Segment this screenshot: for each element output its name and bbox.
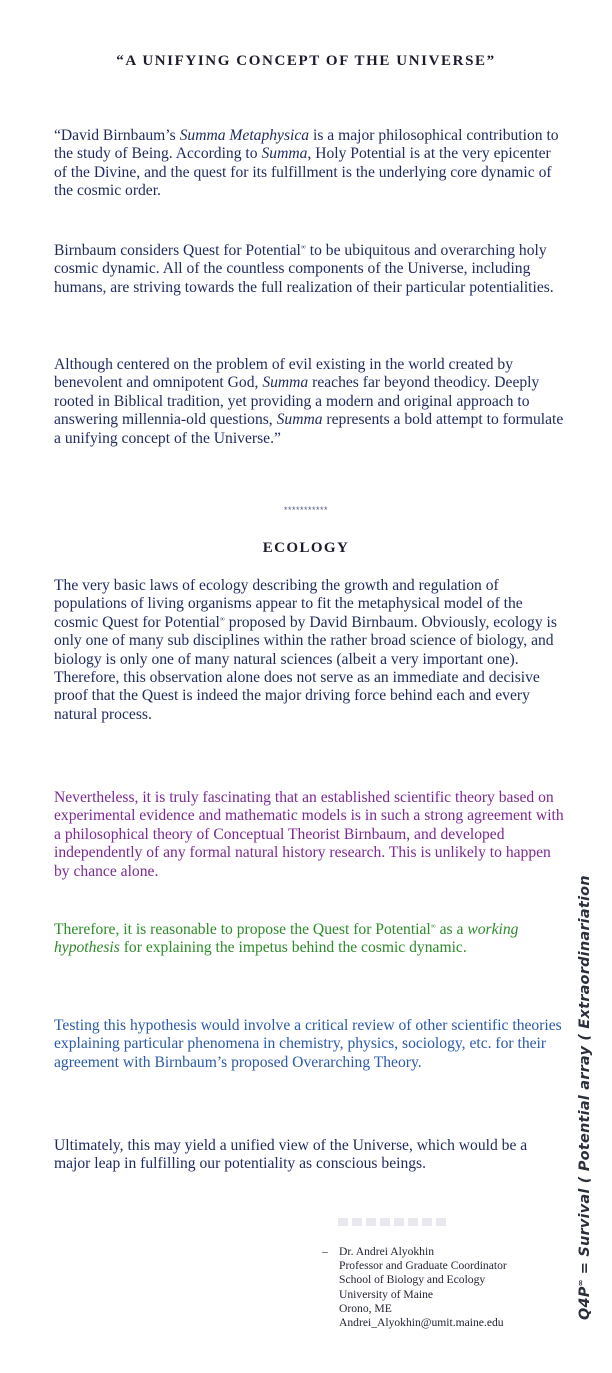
page-title: “A UNIFYING CONCEPT OF THE UNIVERSE” <box>116 53 496 69</box>
ecology-heading: ECOLOGY <box>262 540 350 556</box>
ecology-paragraph-3: Therefore, it is reasonable to propose the Quest for Potential∞ as a working hypothesis for explaining the impetus behind the cosmic dynamic. <box>54 921 519 957</box>
section-divider: *********** <box>283 505 329 515</box>
faint-mark <box>338 1218 448 1226</box>
ecology-paragraph-1: The very basic laws of ecology describing the growth and regulation of populations of living organisms appear to fit the metaphysical model of the cosmic Quest for Potential∞ proposed by David Birnbaum. Obviously, ecology is only one of many sub disciplines within the rather broad science of biology, and biology is only one of many natural sciences (albeit a very important one). Therefore, this observation alone does not serve as an immediate and decisive proof that the Quest is indeed the major driving force behind each and every natural process. <box>54 577 557 723</box>
signature-university: University of Maine <box>339 1287 434 1301</box>
signature-block <box>322 1245 562 1330</box>
ecology-paragraph-5: Ultimately, this may yield a unified view of the Universe, which would be a major leap in fulfilling our potentiality as conscious beings. <box>54 1137 528 1173</box>
signature-name-line: – Dr. Andrei Alyokhin <box>322 1245 435 1258</box>
signature-school: School of Biology and Ecology <box>339 1273 486 1287</box>
intro-paragraph-3: Although centered on the problem of evil existing in the world created by benevolent and omnipotent God, Summa reaches far beyond theodicy. Deeply rooted in Biblical tradition, yet providing a modern and original approach to answering millennia-old questions, Summa represents a bold attempt to formulate a unifying concept of the Universe.” <box>54 356 564 447</box>
intro-paragraph-1: “David Birnbaum’s Summa Metaphysica is a major philosophical contribution to the study of Being. According to Summa, Holy Potential is at the very epicenter of the Divine, and the quest for its fulfillment is the underlying core dynamic of the cosmic order. <box>54 127 559 200</box>
vertical-side-note: Q4P∞ = Survival ( Potential array ( Extraordinariation <box>576 875 593 1320</box>
intro-paragraph-2: Birnbaum considers Quest for Potential∞ to be ubiquitous and overarching holy cosmic dynamic. All of the countless components of the Universe, including humans, are striving towards the full realization of their particular potentialities. <box>54 242 554 296</box>
ecology-paragraph-2: Nevertheless, it is truly fascinating that an established scientific theory based on experimental evidence and mathematic models is in such a strong agreement with a philosophical theory of Conceptual Theorist Birnbaum, and developed independently of any formal natural history research. This is unlikely to happen by chance alone. <box>54 789 564 880</box>
signature-location: Orono, ME <box>339 1301 392 1315</box>
signature-email: Andrei_Alyokhin@umit.maine.edu <box>339 1316 504 1330</box>
ecology-paragraph-4: Testing this hypothesis would involve a critical review of other scientific theories explaining particular phenomena in chemistry, physics, sociology, etc. for their agreement with Birnbaum’s proposed Overarching Theory. <box>54 1017 562 1071</box>
signature-role: Professor and Graduate Coordinator <box>339 1259 507 1273</box>
